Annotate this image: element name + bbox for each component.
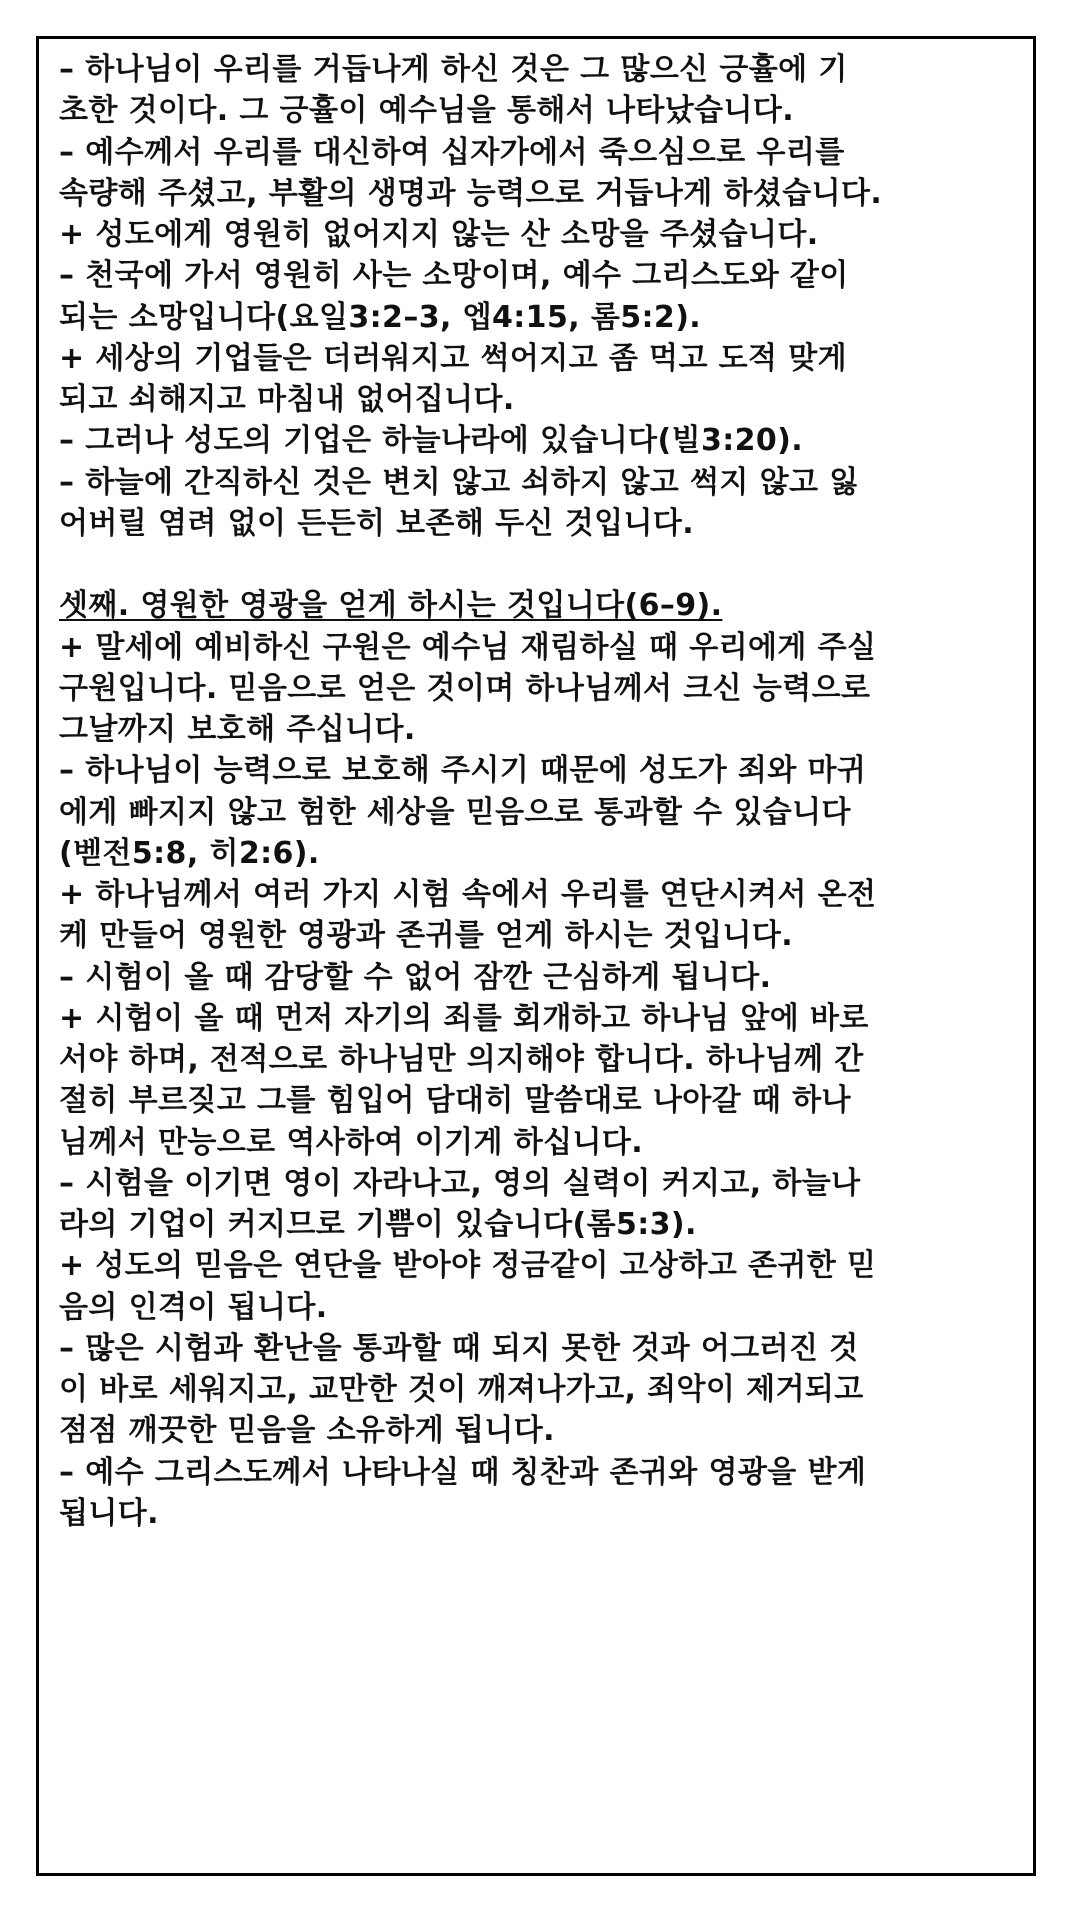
text-line: 그날까지 보호해 주십니다. [59, 712, 416, 747]
text-line: – 시험이 올 때 감당할 수 없어 잠깐 근심하게 됩니다. [59, 959, 772, 995]
text-line: + 성도에게 영원히 없어지지 않는 산 소망을 주셨습니다. [59, 217, 819, 252]
text-line: 케 만들어 영원한 영광과 존귀를 얻게 하시는 것입니다. [59, 918, 794, 954]
text-line: (벧전5:8, 히2:6). [59, 835, 320, 871]
text-line: 음의 인격이 됩니다. [59, 1289, 328, 1325]
text-line: + 하나님께서 여러 가지 시험 속에서 우리를 연단시켜서 온전 [59, 877, 877, 912]
text-line: + 시험이 올 때 먼저 자기의 죄를 회개하고 하나님 앞에 바로 [59, 1000, 869, 1036]
text-line: – 하늘에 간직하신 것은 변치 않고 쇠하지 않고 썩지 않고 잃 [59, 464, 859, 500]
text-line: 속량해 주셨고, 부활의 생명과 능력으로 거듭나게 하셨습니다. [59, 175, 883, 211]
text-line: 님께서 만능으로 역사하여 이기게 하십니다. [59, 1124, 644, 1160]
text-line: – 하나님이 능력으로 보호해 주시기 때문에 성도가 죄와 마귀 [59, 753, 867, 789]
text-line: + 세상의 기업들은 더러워지고 썩어지고 좀 먹고 도적 맞게 [59, 340, 848, 376]
text-line: 라의 기업이 커지므로 기쁨이 있습니다(롬5:3). [59, 1207, 697, 1242]
text-line: – 예수 그리스도께서 나타나실 때 칭찬과 존귀와 영광을 받게 [59, 1454, 867, 1490]
text-line: 점점 깨끗한 믿음을 소유하게 됩니다. [59, 1413, 555, 1449]
text-line: 어버릴 염려 없이 든든히 보존해 두신 것입니다. [59, 505, 695, 541]
text-line: 초한 것이다. 그 긍휼이 예수님을 통해서 나타났습니다. [59, 93, 795, 129]
document-frame [36, 36, 1036, 1876]
text-line: – 예수께서 우리를 대신하여 십자가에서 죽으심으로 우리를 [59, 134, 845, 170]
text-line: 서야 하며, 전적으로 하나님만 의지해야 합니다. 하나님께 간 [59, 1042, 864, 1077]
text-line: 에게 빠지지 않고 험한 세상을 믿음으로 통과할 수 있습니다 [59, 794, 851, 830]
text-line: – 그러나 성도의 기업은 하늘나라에 있습니다(빌3:20). [59, 423, 804, 459]
text-line: – 많은 시험과 환난을 통과할 때 되지 못한 것과 어그러진 것 [59, 1330, 859, 1366]
text-line: – 천국에 가서 영원히 사는 소망이며, 예수 그리스도와 같이 [59, 258, 849, 294]
text-line: 되고 쇠해지고 마침내 없어집니다. [59, 382, 515, 417]
text-line: + 말세에 예비하신 구원은 예수님 재림하실 때 우리에게 주실 [59, 629, 877, 665]
text-line: 되는 소망입니다(요일3:2–3, 엡4:15, 롬5:2). [59, 299, 702, 335]
section-heading: 셋째. 영원한 영광을 얻게 하시는 것입니다(6–9). [59, 588, 723, 624]
text-line: 구원입니다. 믿음으로 얻은 것이며 하나님께서 크신 능력으로 [59, 670, 871, 706]
text-line: 이 바로 세워지고, 교만한 것이 깨져나가고, 죄악이 제거되고 [59, 1372, 864, 1407]
text-line: – 하나님이 우리를 거듭나게 하신 것은 그 많으신 긍휼에 기 [59, 52, 848, 87]
text-line: – 시험을 이기면 영이 자라나고, 영의 실력이 커지고, 하늘나 [59, 1165, 861, 1201]
text-line: 절히 부르짖고 그를 힘입어 담대히 말씀대로 나아갈 때 하나 [59, 1083, 851, 1119]
blank-line [59, 544, 1011, 585]
document-body [59, 49, 1011, 1534]
text-line: + 성도의 믿음은 연단을 받아야 정금같이 고상하고 존귀한 믿 [59, 1248, 877, 1284]
text-line: 됩니다. [59, 1495, 159, 1531]
